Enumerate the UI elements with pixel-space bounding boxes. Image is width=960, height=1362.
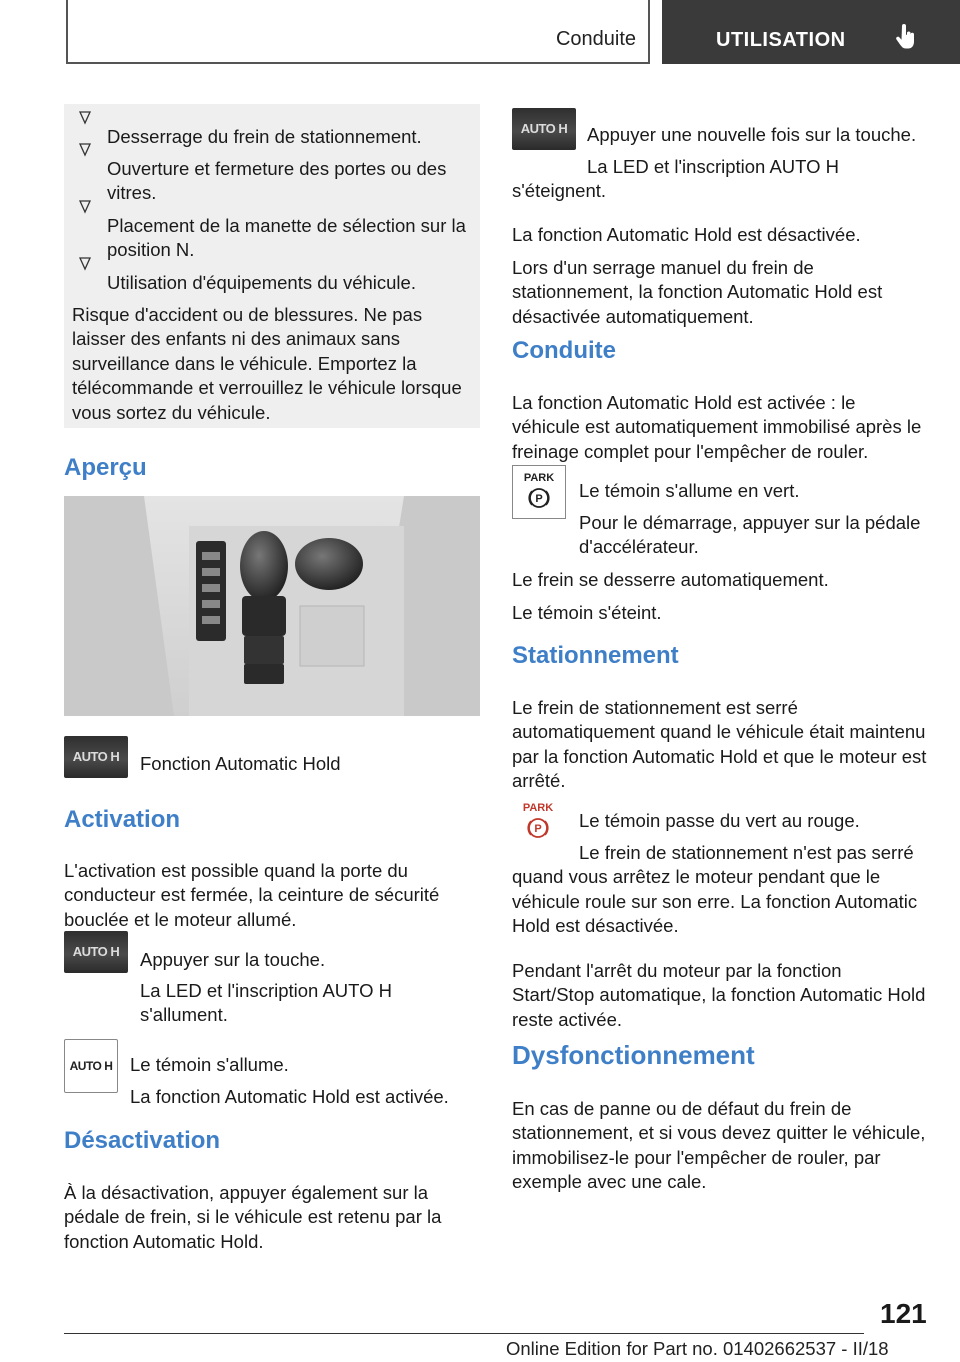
park-green-indicator-icon [512, 465, 566, 519]
svg-text:P: P [534, 823, 542, 835]
park-circle-icon [528, 487, 550, 509]
bullet-text: Placement de la manette de sélection sur la position N. [107, 214, 466, 260]
park-circle-icon [527, 817, 549, 839]
triangle-bullet-icon [78, 199, 92, 215]
activated-text: La fonction Automatic Hold est activée. [130, 1085, 449, 1107]
instruction-press: Appuyer sur la touche. [140, 948, 326, 970]
instruction-press-again: Appuyer une nouvelle fois sur la touche. [587, 123, 917, 145]
header-section-title: Conduite [555, 28, 636, 50]
svg-text:P: P [535, 493, 543, 505]
triangle-bullet-icon [78, 110, 92, 126]
bullet-text: Ouverture et fermeture des portes ou des vitres. [107, 157, 447, 203]
not-applied-text: Le frein de stationnement n'est pas serré quand vous arrêtez le moteur pendant que le véhicule roule sur son erre. La fonction Automatic Hold est désactivée. [512, 841, 918, 936]
heading-apercu: Aperçu [64, 454, 147, 481]
deactivation-text: À la désactivation, appuyer également sur la pédale de frein, si le véhicule est retenu par la fonction Automatic Hold. [64, 1181, 442, 1252]
stationnement-text: Le frein de stationnement est serré automatiquement quand le véhicule était maintenu par la fonction Automatic Hold et que le moteur est arrêté. [512, 696, 927, 791]
auto-h-indicator-icon: AUTO H [64, 1039, 118, 1093]
warning-text: Risque d'accident ou de blessures. Ne pas laisser des enfants ni des animaux sans surveillance dans le véhicule. Emportez la télécommande et verrouillez le véhicule lorsque vous sortez du véhicule. [72, 303, 462, 423]
instruction-led-off: La LED et l'inscription AUTO H s'éteignent. [512, 155, 840, 201]
header-rule-bottom [66, 62, 650, 64]
chapter-tab-label: UTILISATION [716, 29, 846, 51]
start-instruction: Pour le démarrage, appuyer sur la pédale d'accélérateur. [579, 511, 921, 557]
triangle-bullet-icon [78, 142, 92, 158]
bullet-text: Utilisation d'équipements du véhicule. [107, 271, 416, 293]
console-photo [64, 496, 480, 716]
bullet-text: Desserrage du frein de stationnement. [107, 125, 422, 147]
hand-pointer-icon [896, 24, 916, 55]
park-label: PARK [522, 802, 554, 814]
triangle-bullet-icon [78, 256, 92, 272]
conduite-text: La fonction Automatic Hold est activée : le véhicule est automatiquement immobilisé après le freinage complet pour l'empêcher de rouler. [512, 391, 922, 462]
instruction-led-on: La LED et l'inscription AUTO H s'allument. [140, 979, 393, 1025]
deactivated-text: La fonction Automatic Hold est désactivée. [512, 223, 861, 245]
heading-stationnement: Stationnement [512, 642, 679, 669]
heading-dysfonctionnement: Dysfonctionnement [512, 1040, 755, 1070]
header-rule-mid [648, 0, 650, 64]
heading-deactivation: Désactivation [64, 1127, 221, 1154]
warning-box [64, 104, 480, 428]
green-lamp-text: Le témoin s'allume en vert. [579, 479, 800, 501]
startstop-text: Pendant l'arrêt du moteur par la fonction Start/Stop automatique, la fonction Automatic Hold reste activée. [512, 959, 926, 1030]
header-rule-left [66, 0, 68, 64]
green-red-text: Le témoin passe du vert au rouge. [579, 809, 860, 831]
lamp-on-text: Le témoin s'allume. [130, 1053, 289, 1075]
footer-rule [64, 1333, 864, 1334]
photo-caption: Fonction Automatic Hold [140, 752, 341, 774]
auto-h-button-icon: AUTO H [64, 931, 128, 973]
chapter-tab[interactable] [662, 0, 960, 64]
heading-conduite: Conduite [512, 337, 616, 364]
heading-activation: Activation [64, 806, 181, 833]
page-number: 121 [880, 1298, 927, 1329]
edition-text: Online Edition for Part no. 01402662537 - II/18 [506, 1338, 889, 1359]
park-label: PARK [523, 472, 555, 484]
lamp-off-text: Le témoin s'éteint. [512, 601, 662, 623]
auto-h-button-icon: AUTO H [64, 736, 128, 778]
manual-brake-text: Lors d'un serrage manuel du frein de stationnement, la fonction Automatic Hold est désactivée automatiquement. [512, 256, 883, 327]
auto-h-button-icon: AUTO H [512, 108, 576, 150]
release-text: Le frein se desserre automatiquement. [512, 568, 829, 590]
activation-text: L'activation est possible quand la porte du conducteur est fermée, la ceinture de sécurité bouclée et le moteur allumé. [64, 859, 440, 930]
dysfonction-text: En cas de panne ou de défaut du frein de stationnement, et si vous devez quitter le véhicule, immobilisez-le pour l'empêcher de rouler, par exemple avec une cale. [512, 1097, 926, 1192]
